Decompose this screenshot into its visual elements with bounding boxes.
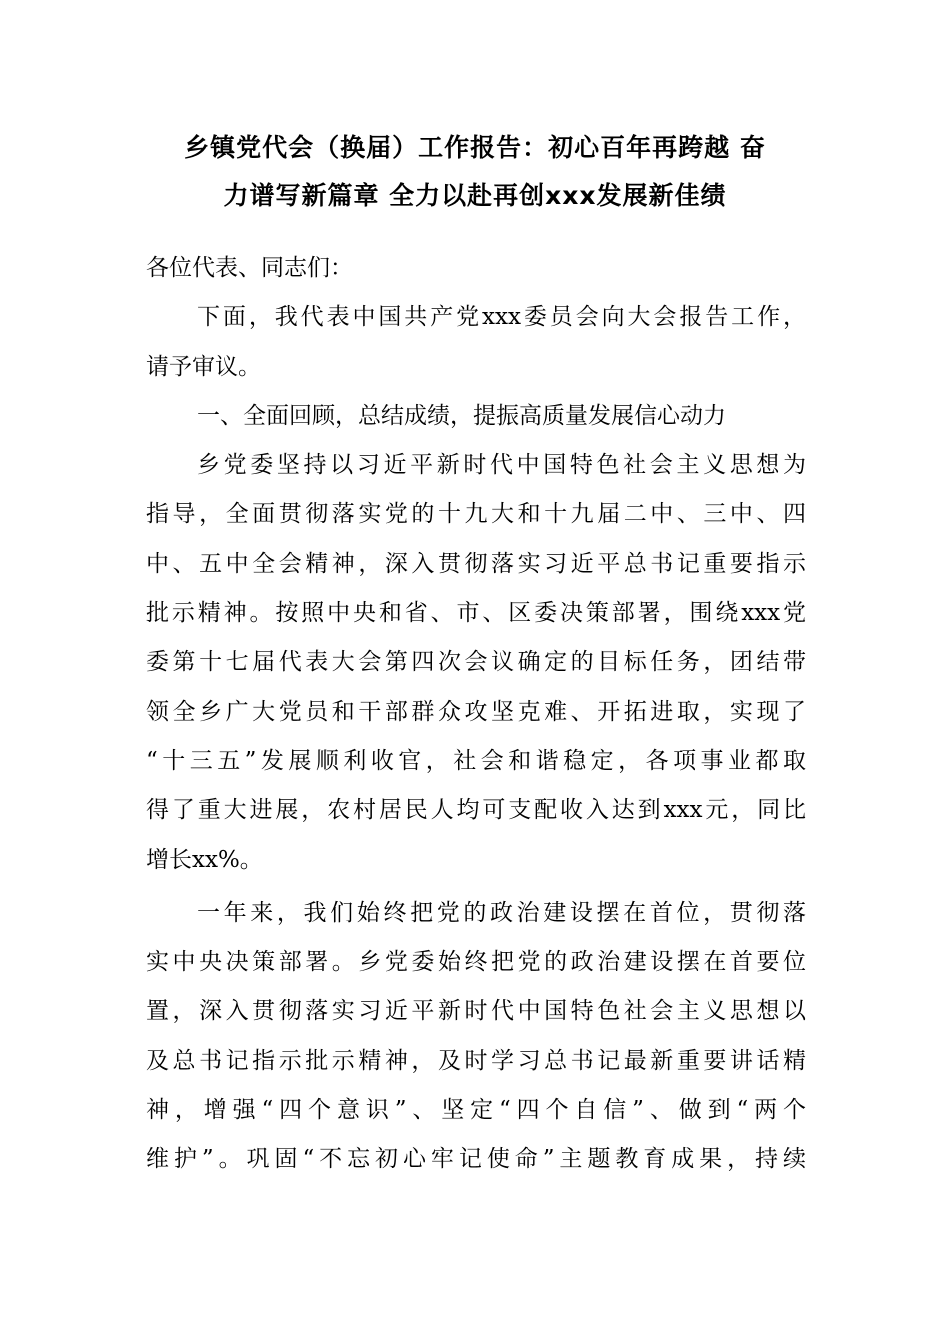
paragraph-line: 及总书记指示批示精神，及时学习总书记最新重要讲话精 [146, 1047, 806, 1074]
title-line-2: 力谱写新篇章 全力以赴再创xxx发展新佳绩 [223, 181, 727, 210]
salutation: 各位代表、同志们： [146, 255, 353, 281]
section-heading-1 [146, 392, 806, 441]
paragraph-line: 增长xx%。 [146, 846, 263, 873]
paragraph-line: 一年来，我们始终把党的政治建设摆在首位，贯彻落 [197, 899, 806, 926]
paragraph-line: 中、五中全会精神，深入贯彻落实习近平总书记重要指示 [146, 550, 806, 577]
paragraph-line: 维护”。巩固“不忘初心牢记使命”主题教育成果，持续 [146, 1146, 806, 1173]
paragraph-line: 神，增强“四个意识”、坚定“四个自信”、做到“两个 [146, 1097, 806, 1124]
section-heading: 一、全面回顾，总结成绩，提振高质量发展信心动力 [197, 402, 726, 429]
paragraph-summary [146, 441, 806, 885]
document-title [140, 124, 810, 220]
paragraph-line: 领全乡广大党员和干部群众攻坚克难、开拓进取，实现了 [146, 698, 806, 725]
paragraph-line: 乡党委坚持以习近平新时代中国特色社会主义思想为 [197, 452, 806, 479]
paragraph-political-building [146, 889, 806, 1185]
paragraph-line: 置，深入贯彻落实习近平新时代中国特色社会主义思想以 [146, 998, 806, 1025]
paragraph-line: 得了重大进展，农村居民人均可支配收入达到xxx元，同比 [146, 797, 806, 824]
paragraph-line: 批示精神。按照中央和省、市、区委决策部署，围绕xxx党 [146, 600, 806, 627]
paragraph-intro [146, 293, 806, 392]
paragraph-line: “十三五”发展顺利收官，社会和谐稳定，各项事业都取 [146, 747, 806, 774]
document-body [146, 244, 806, 1185]
paragraph-line: 请予审议。 [146, 353, 261, 380]
paragraph-line: 委第十七届代表大会第四次会议确定的目标任务，团结带 [146, 649, 806, 676]
paragraph-line: 下面，我代表中国共产党xxx委员会向大会报告工作， [197, 304, 806, 331]
title-line-1: 乡镇党代会（换届）工作报告：初心百年再跨越 奋 [184, 133, 766, 162]
paragraph-line: 指导，全面贯彻落实党的十九大和十九届二中、三中、四 [146, 501, 806, 528]
paragraph-line: 实中央决策部署。乡党委始终把党的政治建设摆在首要位 [146, 949, 806, 976]
